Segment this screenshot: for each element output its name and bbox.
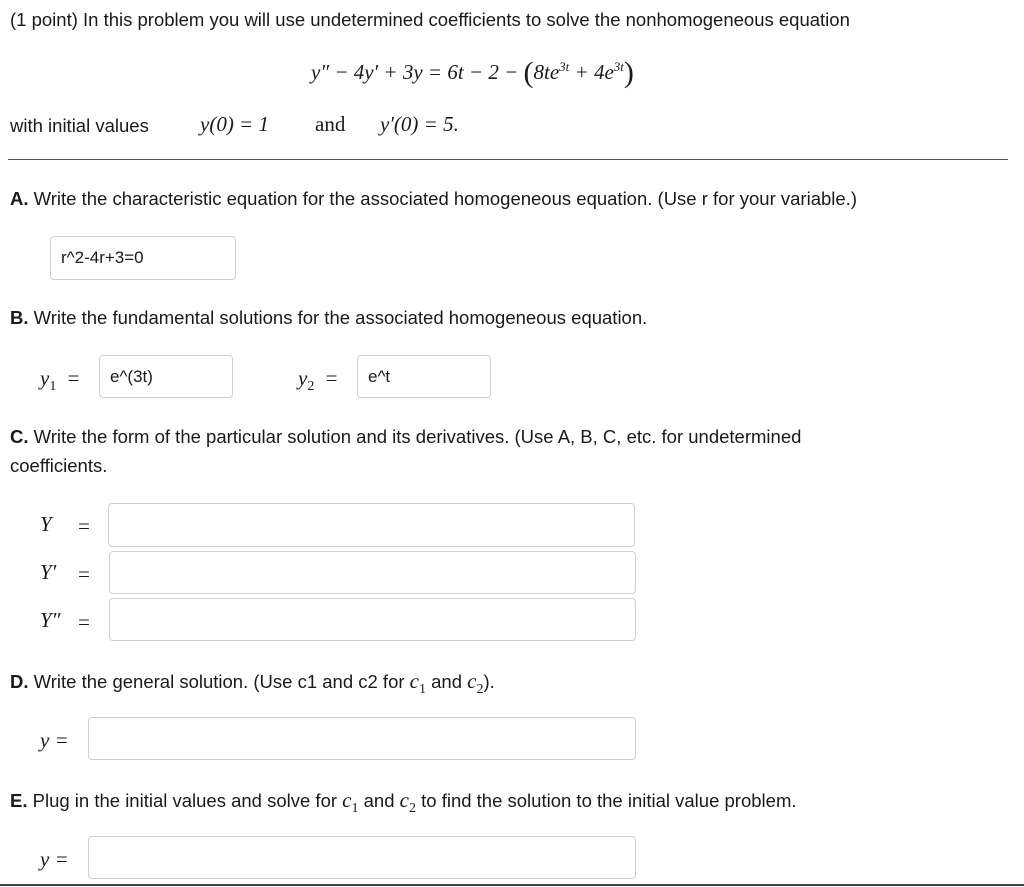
- Y-prime-equals: =: [78, 562, 90, 586]
- Y-double-prime-label: Y″: [40, 608, 61, 632]
- y2-letter: y: [298, 366, 308, 390]
- initial-condition-2: y′(0) = 5.: [380, 112, 459, 136]
- y1-subscript: 1: [49, 379, 57, 395]
- part-d-letter: D.: [10, 671, 29, 692]
- part-b-letter: B.: [10, 307, 29, 328]
- right-paren: ): [623, 56, 634, 89]
- y2-subscript: 2: [307, 379, 315, 395]
- y1-letter: y: [40, 366, 50, 390]
- part-e-text-end: to find the solution to the initial value problem.: [421, 790, 797, 811]
- part-c-letter: C.: [10, 426, 29, 447]
- differential-equation: [311, 53, 634, 87]
- part-c-text-line1: Write the form of the particular solution and its derivatives. (Use A, B, C, etc. for undetermined: [33, 426, 802, 447]
- divider: [8, 159, 1008, 160]
- particular-solution-Y-double-prime-input[interactable]: [109, 598, 636, 641]
- part-e-text: Plug in the initial values and solve for: [32, 790, 338, 811]
- Y-equals: =: [78, 514, 90, 538]
- part-d-prompt: [10, 669, 495, 698]
- initial-and: and: [315, 112, 346, 136]
- characteristic-equation-input[interactable]: r^2-4r+3=0: [50, 236, 236, 280]
- part-d-text: Write the general solution. (Use c1 and c2 for: [33, 671, 405, 692]
- ivp-solution-input[interactable]: [88, 836, 636, 879]
- initial-values-label: with initial values: [10, 115, 149, 136]
- y2-input[interactable]: e^t: [357, 355, 491, 398]
- part-e-c1: $c_1$: [342, 788, 359, 817]
- particular-solution-Y-input[interactable]: [108, 503, 635, 547]
- particular-solution-Y-prime-input[interactable]: [109, 551, 636, 594]
- ivp-solution-label: y =: [40, 847, 69, 871]
- term1-exponent: 3t: [559, 59, 570, 74]
- part-c-prompt: [10, 426, 801, 448]
- term2: + 4e: [574, 60, 614, 84]
- left-paren: (: [523, 56, 534, 89]
- term1-coef: 8te: [533, 60, 560, 84]
- problem-intro: (1 point) In this problem you will use undetermined coefficients to solve the nonhomogeneous equation: [10, 9, 850, 30]
- part-d-text-end: ).: [483, 671, 495, 692]
- part-e-prompt: [10, 788, 797, 817]
- part-e-c2: $c_2$: [399, 788, 416, 817]
- part-a-prompt: [10, 188, 857, 210]
- y2-equals: =: [325, 366, 338, 390]
- Y-double-prime-equals: =: [78, 610, 90, 634]
- y1-equals: =: [67, 366, 80, 390]
- y1-input[interactable]: e^(3t): [99, 355, 233, 398]
- part-a-text: Write the characteristic equation for the associated homogeneous equation. (Use r for your variable.): [33, 188, 857, 209]
- y1-label: [40, 366, 79, 395]
- general-solution-input[interactable]: [88, 717, 636, 760]
- term2-exponent: 3t: [613, 59, 624, 74]
- part-d-c1: $c_1$: [409, 669, 426, 698]
- initial-condition-1: y(0) = 1: [200, 112, 269, 136]
- part-b-text: Write the fundamental solutions for the associated homogeneous equation.: [33, 307, 648, 328]
- y2-label: [298, 366, 337, 395]
- part-e-letter: E.: [10, 790, 28, 811]
- equation-lhs: y″ − 4y′ + 3y = 6t − 2 −: [311, 60, 519, 84]
- part-d-c2: $c_2$: [467, 669, 484, 698]
- general-solution-label: y =: [40, 728, 69, 752]
- part-d-and: and: [431, 671, 463, 692]
- part-b-prompt: [10, 307, 647, 329]
- Y-label: Y: [40, 512, 52, 536]
- bottom-border: [0, 884, 1024, 886]
- part-c-text-line2: coefficients.: [10, 455, 108, 476]
- part-e-and: and: [363, 790, 395, 811]
- part-a-letter: A.: [10, 188, 29, 209]
- Y-prime-label: Y′: [40, 560, 57, 584]
